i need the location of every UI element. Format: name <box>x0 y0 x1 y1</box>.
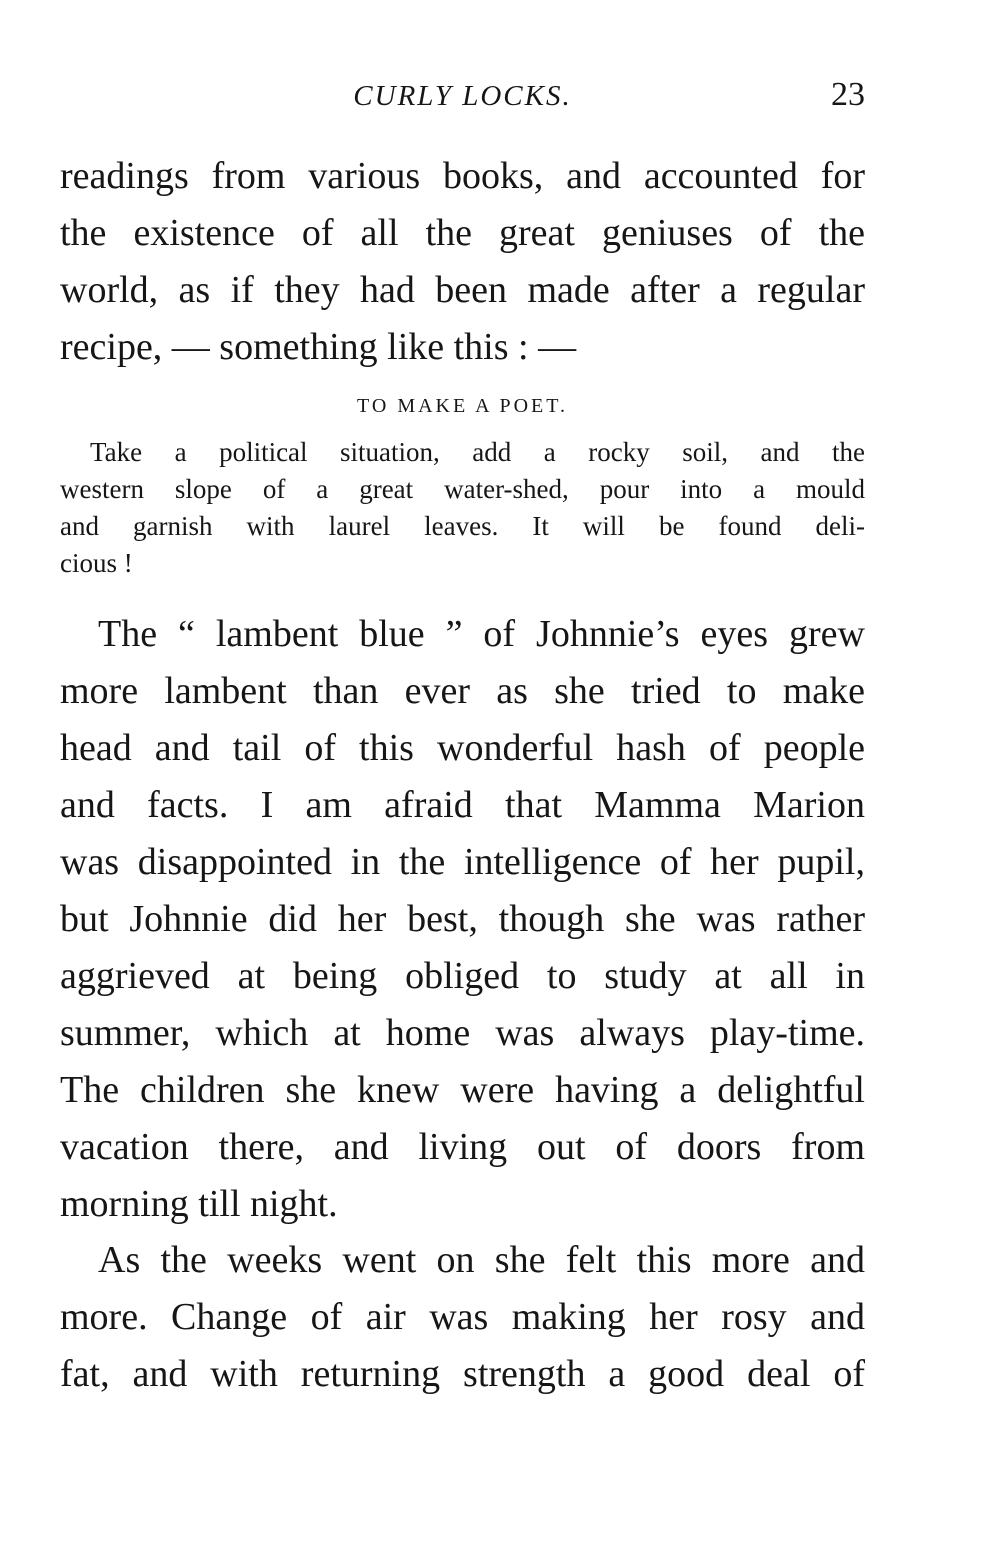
text-line: more lambent than ever as she tried to make <box>60 670 865 712</box>
recipe-line: western slope of a great water-shed, pour into a mould <box>60 474 865 504</box>
text-line: but Johnnie did her best, though she was rather <box>60 898 865 940</box>
text-line: fat, and with returning strength a good deal of <box>60 1353 865 1395</box>
paragraph-3 <box>60 1232 865 1403</box>
running-title: CURLY LOCKS. <box>353 80 572 112</box>
text-line: recipe, — something like this : — <box>60 326 577 368</box>
text-line: and facts. I am afraid that Mamma Marion <box>60 784 865 826</box>
text-line: As the weeks went on she felt this more and <box>98 1239 865 1281</box>
text-line: was disappointed in the intelligence of her pupil, <box>60 841 865 883</box>
page-number: 23 <box>831 76 865 113</box>
text-line: morning till night. <box>60 1183 338 1225</box>
recipe-line: cious ! <box>60 548 133 578</box>
text-line: the existence of all the great geniuses of the <box>60 212 865 254</box>
text-line: aggrieved at being obliged to study at all in <box>60 955 865 997</box>
text-line: vacation there, and living out of doors from <box>60 1126 865 1168</box>
recipe-line: and garnish with laurel leaves. It will be found deli- <box>60 511 865 541</box>
text-line: The children she knew were having a delightful <box>60 1069 865 1111</box>
text-line: readings from various books, and accounted for <box>60 155 865 197</box>
paragraph-2 <box>60 606 865 1233</box>
recipe-title: TO MAKE A POET. <box>357 395 568 417</box>
text-line: summer, which at home was always play-time. <box>60 1012 865 1054</box>
recipe-line: Take a political situation, add a rocky soil, and the <box>90 437 865 467</box>
text-line: The “ lambent blue ” of Johnnie’s eyes grew <box>98 613 865 655</box>
text-line: world, as if they had been made after a regular <box>60 269 865 311</box>
paragraph-1 <box>60 148 865 376</box>
text-line: head and tail of this wonderful hash of people <box>60 727 865 769</box>
running-header <box>60 76 865 120</box>
recipe-extract <box>60 392 865 582</box>
text-line: more. Change of air was making her rosy and <box>60 1296 865 1338</box>
